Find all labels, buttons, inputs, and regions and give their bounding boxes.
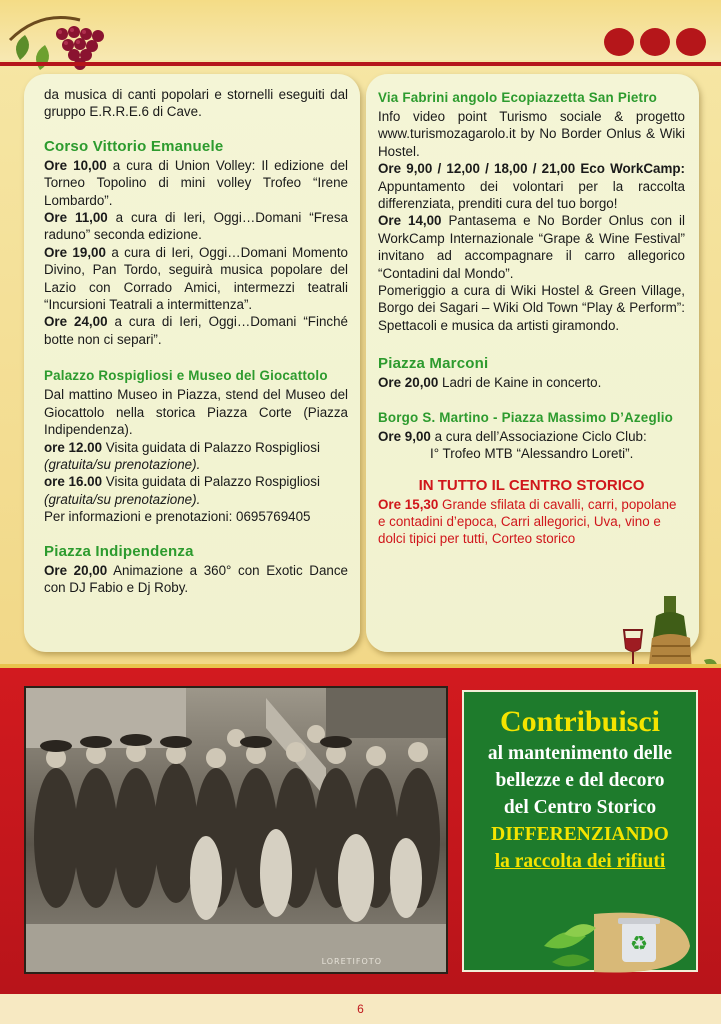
left-intro-text: da musica di canti popolari e stornelli eseguiti dal gruppo E.R.R.E.6 di Cave. — [44, 87, 348, 120]
event-item — [44, 157, 348, 209]
event-text: Pantasema e No Border Onlus con il WorkCamp Internazionale “Grape & Wine Festival” invitano ad accompagnare il carro allegorico “Contadini dal Mondo”. — [378, 213, 685, 281]
left-program-card — [24, 74, 360, 652]
event-item — [44, 244, 348, 314]
event-text: a cura di Ieri, Oggi…Domani Momento Divino, Pan Tordo, seguirà musica popolare del Lazio con Corrado Amici, intermezzi teatrali “Incursioni Teatrali a intermittenza”. — [44, 244, 348, 313]
event-text: a cura di Union Volley: Il edizione del Torneo Topolino di mini volley Trofeo “Irene Lombardo”. — [44, 157, 348, 208]
page-number: 6 — [357, 1002, 364, 1016]
page-footer — [0, 994, 721, 1024]
event-time: Ore 11,00 — [44, 210, 108, 226]
booking-info: Per informazioni e prenotazioni: 0695769405 — [44, 509, 311, 525]
svg-text:♻: ♻ — [630, 931, 648, 955]
event-time: Ore 15,30 — [378, 496, 439, 512]
afternoon-text: Pomeriggio a cura di Wiki Hostel & Green Village, Borgo dei Sagari – Wiki Old Town “Play & Perform”: Spettacoli e musica da artisti giramondo. — [378, 283, 685, 333]
section-title-corso: Corso Vittorio Emanuele — [44, 137, 224, 155]
section-title-piazza-indipendenza: Piazza Indipendenza — [44, 542, 194, 560]
photo-credit: LORETIFOTO — [321, 957, 382, 966]
event-time: Ore 19,00 — [44, 244, 106, 260]
event-time: Ore 9,00 — [378, 428, 431, 444]
event-time: Ore 20,00 — [44, 562, 108, 578]
event-item — [378, 496, 685, 548]
event-item — [378, 428, 685, 445]
visit-item — [44, 473, 348, 490]
palazzo-intro: Dal mattino Museo in Piazza, stend del Museo del Giocattolo nella storica Piazza Corte (Piazza Indipendenza). — [44, 387, 348, 438]
visit-note: (gratuita/su prenotazione). — [44, 456, 201, 472]
recycling-title: Contribuisci — [499, 705, 661, 738]
header-divider — [0, 62, 721, 66]
recycle-bin-icon — [534, 906, 694, 976]
event-text-continued: I° Trofeo MTB “Alessandro Loreti”. — [430, 446, 634, 462]
recycling-line-4: DIFFERENZIANDO — [491, 824, 669, 845]
recycling-line-2: bellezze e del decoro — [495, 770, 665, 791]
section-title-marconi: Piazza Marconi — [378, 355, 489, 373]
right-program-card — [366, 74, 699, 652]
event-time: Ore 9,00 / 12,00 / 18,00 / 21,00 Eco WorkCamp: — [378, 161, 685, 177]
event-item — [378, 160, 685, 212]
visit-note: (gratuita/su prenotazione). — [44, 491, 201, 507]
event-time: Ore 14,00 — [378, 213, 442, 229]
event-text: a cura dell’Associazione Ciclo Club: — [430, 428, 647, 444]
event-time: Ore 24,00 — [44, 314, 108, 330]
section-title-centro-storico: IN TUTTO IL CENTRO STORICO — [418, 476, 645, 494]
fabrini-info: Info video point Turismo sociale & progetto www.turismozagarolo.it by No Border Onlus & Wiki Hostel. — [378, 109, 685, 159]
event-text: a cura di Ieri, Oggi…Domani “Fresa raduno” seconda edizione. — [44, 210, 348, 243]
visit-time: ore 12.00 — [44, 439, 103, 455]
event-time: Ore 10,00 — [44, 157, 107, 173]
grapes-icon — [0, 0, 140, 80]
event-text: Ladri de Kaine in concerto. — [438, 375, 602, 391]
section-title-palazzo: Palazzo Rospigliosi e Museo del Giocattolo — [44, 368, 328, 384]
recycling-line-3: del Centro Storico — [503, 797, 657, 818]
event-text: Animazione a 360° con Exotic Dance con DJ Fabio e Dj Roby. — [44, 562, 348, 595]
event-item — [44, 209, 348, 244]
event-text: Grande sfilata di cavalli, carri, popolane e contadini d’epoca, Carri allegorici, Uva, vino e dolci tipici per tutti, Corteo storico — [378, 496, 677, 547]
section-title-fabrini: Via Fabrini angolo Ecopiazzetta San Pietro — [378, 90, 657, 105]
visit-item — [44, 439, 348, 456]
visit-time: ore 16.00 — [44, 474, 103, 490]
historic-photo — [24, 686, 448, 974]
recycling-line-1: al mantenimento delle — [487, 743, 673, 764]
section-title-borgo: Borgo S. Martino - Piazza Massimo D’Azeglio — [378, 409, 674, 425]
event-text: a cura di Ieri, Oggi…Domani “Finché botte non ci separi”. — [44, 314, 348, 347]
visit-text: Visita guidata di Palazzo Rospigliosi — [102, 474, 320, 490]
event-time: Ore 20,00 — [378, 375, 439, 391]
event-item — [44, 313, 348, 348]
visit-text: Visita guidata di Palazzo Rospigliosi — [102, 439, 320, 455]
event-item — [378, 212, 685, 282]
historic-group-photo-illustration — [26, 688, 446, 972]
event-item — [44, 562, 348, 597]
recycling-line-5: la raccolta dei rifiuti — [494, 851, 666, 872]
event-item — [378, 374, 685, 391]
decorative-dots-icon — [601, 20, 711, 60]
event-text: Appuntamento dei volontari per la raccolta differenziata, prenditi cura del tuo borgo! — [378, 178, 685, 212]
